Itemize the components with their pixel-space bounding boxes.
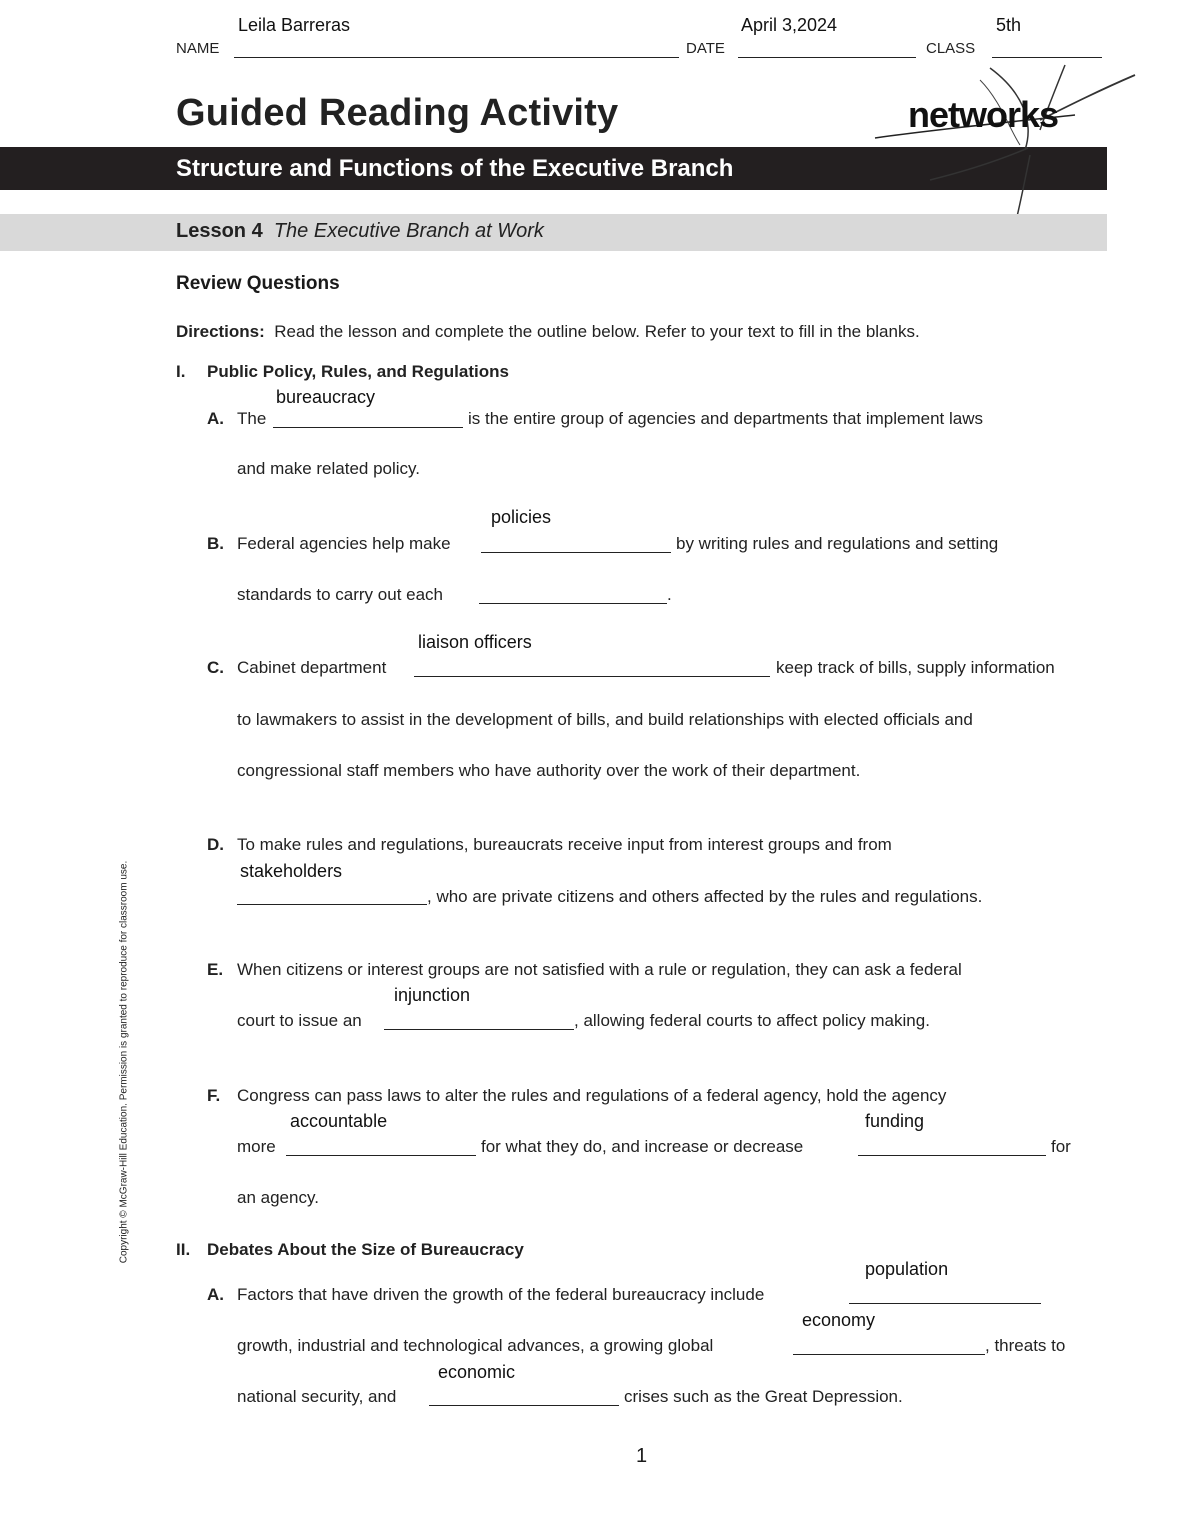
class-label: CLASS [926,40,976,57]
name-value[interactable]: Leila Barreras [238,15,351,35]
item-2a-letter: A. [207,1285,224,1304]
section-1-numeral: I. [176,362,186,381]
item-1f-line1: Congress can pass laws to alter the rules and regulations of a federal agency, hold the agency [237,1086,947,1105]
item-1a-post: is the entire group of agencies and departments that implement laws [468,409,984,428]
item-1b-pre: Federal agencies help make [237,534,451,553]
item-1b-line2: standards to carry out each [237,585,444,604]
blank-2a-1[interactable] [849,1303,1041,1304]
item-1f-letter: F. [207,1086,221,1105]
answer-2a-3[interactable]: economic [438,1362,516,1382]
item-1c-line3: congressional staff members who have authority over the work of their department. [237,761,861,780]
blank-1b-2[interactable] [479,603,667,604]
blank-1b[interactable] [481,552,671,553]
blank-1c[interactable] [414,676,770,677]
item-1b-letter: B. [207,534,224,553]
item-1f-mid: for what they do, and increase or decrease [481,1137,804,1156]
item-1d-letter: D. [207,835,224,854]
section-2-numeral: II. [176,1240,191,1259]
answer-1b[interactable]: policies [491,507,552,527]
subtitle: Structure and Functions of the Executive Branch [176,155,734,182]
date-value[interactable]: April 3,2024 [741,15,838,35]
lesson-name: The Executive Branch at Work [273,220,544,242]
blank-2a-3[interactable] [429,1405,619,1406]
date-label: DATE [686,40,725,57]
item-2a-line2-post: , threats to [985,1336,1066,1355]
item-1d-post: , who are private citizens and others affected by the rules and regulations. [427,887,983,906]
blank-2a-2[interactable] [793,1354,985,1355]
item-1f-pre: more [237,1137,276,1156]
section-2-heading: Debates About the Size of Bureaucracy [207,1240,524,1259]
item-1e-post: , allowing federal courts to affect policy making. [574,1011,930,1030]
item-2a-line3-pre: national security, and [237,1387,397,1406]
review-heading: Review Questions [176,273,340,294]
answer-1c[interactable]: liaison officers [418,632,532,652]
directions-label: Directions: [176,322,265,341]
item-1c-post: keep track of bills, supply information [776,658,1055,677]
item-1a-pre: The [237,409,267,428]
lesson-label: Lesson 4 [176,220,263,242]
answer-1e[interactable]: injunction [394,985,471,1005]
lesson-heading [176,220,544,243]
item-1f-post: for [1051,1137,1071,1156]
answer-1f-1[interactable]: accountable [290,1111,388,1131]
item-1c-pre: Cabinet department [237,658,387,677]
page-number: 1 [636,1445,648,1467]
item-1d-line1: To make rules and regulations, bureaucrats receive input from interest groups and from [237,835,892,854]
item-1c-letter: C. [207,658,224,677]
page-title: Guided Reading Activity [176,92,619,134]
class-line [992,57,1102,58]
date-line [738,57,916,58]
blank-1f-1[interactable] [286,1155,476,1156]
answer-2a-2[interactable]: economy [802,1310,876,1330]
answer-2a-1[interactable]: population [865,1259,949,1279]
item-1e-letter: E. [207,960,224,979]
blank-1f-2[interactable] [858,1155,1046,1156]
item-1e-line1: When citizens or interest groups are not satisfied with a rule or regulation, they can ask a federal [237,960,962,979]
copyright-notice: Copyright © McGraw-Hill Education. Permission is granted to reproduce for classroom use. [118,860,130,1264]
item-2a-pre: Factors that have driven the growth of the federal bureaucracy include [237,1285,765,1304]
networks-swirl-graphic [860,60,1150,230]
answer-1d[interactable]: stakeholders [240,861,343,881]
answer-1f-2[interactable]: funding [865,1111,925,1131]
directions-text: Read the lesson and complete the outline below. Refer to your text to fill in the blanks. [274,322,920,341]
answer-1a[interactable]: bureaucracy [276,387,376,407]
class-value[interactable]: 5th [996,15,1022,35]
item-1a-line2: and make related policy. [237,459,421,478]
item-1c-line2: to lawmakers to assist in the development of bills, and build relationships with elected officials and [237,710,973,729]
blank-1a[interactable] [273,427,463,428]
item-1f-line3: an agency. [237,1188,319,1207]
blank-1d[interactable] [237,904,427,905]
item-1a-letter: A. [207,409,224,428]
item-1b-post: by writing rules and regulations and setting [676,534,999,553]
lesson-band [0,214,1107,251]
item-2a-line3-post: crises such as the Great Depression. [624,1387,903,1406]
name-label: NAME [176,40,220,57]
networks-logo: networks [908,94,1059,135]
section-1-heading: Public Policy, Rules, and Regulations [207,362,509,381]
name-line [234,57,679,58]
directions [176,322,920,342]
item-1e-pre: court to issue an [237,1011,362,1030]
item-2a-line2-pre: growth, industrial and technological advances, a growing global [237,1336,714,1355]
item-1b-line2-post: . [667,585,672,604]
blank-1e[interactable] [384,1029,574,1030]
